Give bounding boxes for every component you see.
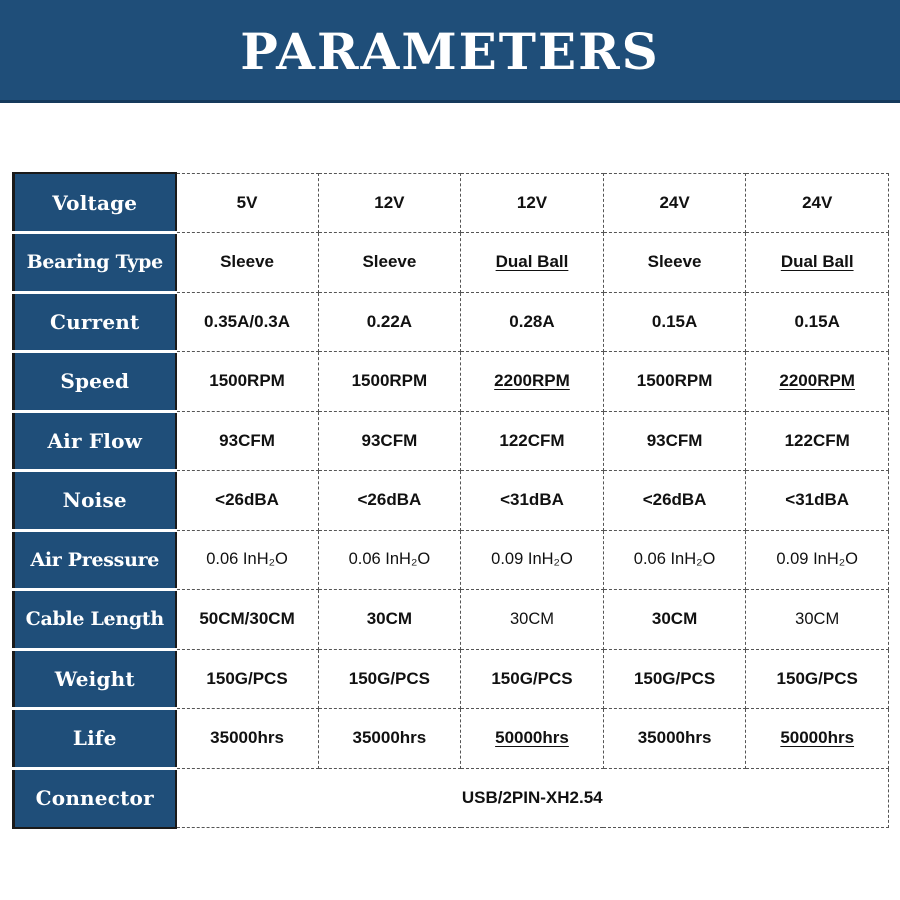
table-cell: 0.22A bbox=[318, 292, 461, 352]
table-cell: 35000hrs bbox=[318, 709, 461, 769]
row-label-noise: Noise bbox=[14, 471, 176, 531]
table-cell: 5V bbox=[176, 173, 319, 233]
table-row-connector bbox=[14, 768, 889, 828]
table-row-voltage bbox=[14, 173, 889, 233]
table-row-bearing-type bbox=[14, 233, 889, 293]
table-cell: 12V bbox=[318, 173, 461, 233]
table-cell: <26dBA bbox=[318, 471, 461, 531]
table-cell: 0.06 InH₂O bbox=[176, 530, 319, 590]
table-cell: 1500RPM bbox=[318, 352, 461, 412]
table-cell: 0.35A/0.3A bbox=[176, 292, 319, 352]
table-cell: 122CFM bbox=[461, 411, 604, 471]
table-cell: 50000hrs bbox=[461, 709, 604, 769]
row-label-air-pressure: Air Pressure bbox=[14, 530, 176, 590]
table-row-noise bbox=[14, 471, 889, 531]
table-row-air-pressure bbox=[14, 530, 889, 590]
table-cell: 30CM bbox=[746, 590, 889, 650]
table-row-weight bbox=[14, 649, 889, 709]
table-row-current bbox=[14, 292, 889, 352]
table-cell: 30CM bbox=[461, 590, 604, 650]
row-label-speed: Speed bbox=[14, 352, 176, 412]
row-label-voltage: Voltage bbox=[14, 173, 176, 233]
table-cell: 150G/PCS bbox=[461, 649, 604, 709]
table-cell: <26dBA bbox=[176, 471, 319, 531]
table-cell: 93CFM bbox=[318, 411, 461, 471]
table-cell: 50CM/30CM bbox=[176, 590, 319, 650]
table-cell: 50000hrs bbox=[746, 709, 889, 769]
table-row-life bbox=[14, 709, 889, 769]
table-cell: <26dBA bbox=[603, 471, 746, 531]
row-label-weight: Weight bbox=[14, 649, 176, 709]
title-banner bbox=[0, 0, 900, 103]
row-label-air-flow: Air Flow bbox=[14, 411, 176, 471]
table-cell: 0.09 InH₂O bbox=[746, 530, 889, 590]
table-cell: 150G/PCS bbox=[746, 649, 889, 709]
table-cell: Sleeve bbox=[603, 233, 746, 293]
table-cell: Sleeve bbox=[176, 233, 319, 293]
table-cell: 93CFM bbox=[176, 411, 319, 471]
row-label-cable-length: Cable Length bbox=[14, 590, 176, 650]
table-cell: 0.06 InH₂O bbox=[603, 530, 746, 590]
table-cell: 0.06 InH₂O bbox=[318, 530, 461, 590]
table-row-cable-length bbox=[14, 590, 889, 650]
row-label-life: Life bbox=[14, 709, 176, 769]
table-cell-connector: USB/2PIN-XH2.54 bbox=[176, 768, 889, 828]
parameters-table bbox=[12, 172, 889, 829]
table-cell: 24V bbox=[603, 173, 746, 233]
table-cell: 122CFM bbox=[746, 411, 889, 471]
table-cell: 1500RPM bbox=[603, 352, 746, 412]
table-cell: 30CM bbox=[318, 590, 461, 650]
table-cell: <31dBA bbox=[746, 471, 889, 531]
table-cell: 2200RPM bbox=[746, 352, 889, 412]
table-cell: 12V bbox=[461, 173, 604, 233]
table-cell: 1500RPM bbox=[176, 352, 319, 412]
row-label-connector: Connector bbox=[14, 768, 176, 828]
table-cell: 30CM bbox=[603, 590, 746, 650]
table-cell: 150G/PCS bbox=[318, 649, 461, 709]
table-row-speed bbox=[14, 352, 889, 412]
table-cell: <31dBA bbox=[461, 471, 604, 531]
table-row-air-flow bbox=[14, 411, 889, 471]
table-cell: 0.15A bbox=[746, 292, 889, 352]
table-cell: 0.09 InH₂O bbox=[461, 530, 604, 590]
table-cell: 150G/PCS bbox=[603, 649, 746, 709]
table-cell: 35000hrs bbox=[603, 709, 746, 769]
table-cell: Sleeve bbox=[318, 233, 461, 293]
table-cell: 24V bbox=[746, 173, 889, 233]
page-title: PARAMETERS bbox=[240, 21, 660, 81]
table-cell: Dual Ball bbox=[461, 233, 604, 293]
table-cell: 0.28A bbox=[461, 292, 604, 352]
table-cell: 35000hrs bbox=[176, 709, 319, 769]
table-cell: Dual Ball bbox=[746, 233, 889, 293]
table-cell: 0.15A bbox=[603, 292, 746, 352]
row-label-bearing-type: Bearing Type bbox=[14, 233, 176, 293]
table-cell: 150G/PCS bbox=[176, 649, 319, 709]
row-label-current: Current bbox=[14, 292, 176, 352]
table-cell: 93CFM bbox=[603, 411, 746, 471]
table-cell: 2200RPM bbox=[461, 352, 604, 412]
